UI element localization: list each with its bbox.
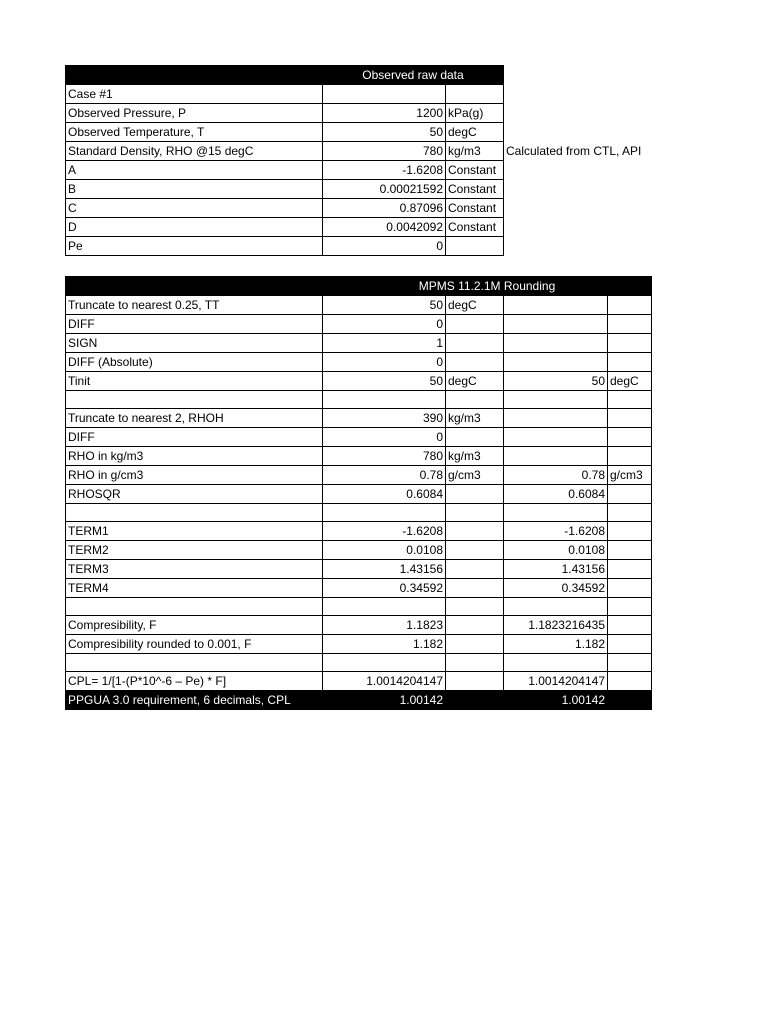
note-cell [504,237,664,256]
observed-raw-data-table [65,65,664,256]
unit-cell[interactable]: Constant [446,199,504,218]
unit-cell[interactable]: degC [446,372,504,391]
table-row [66,504,652,522]
value-cell[interactable]: 1.00142 [323,691,446,710]
alt-unit-cell[interactable] [608,428,652,447]
alt-unit-cell[interactable] [608,672,652,691]
value-cell[interactable]: 780 [323,142,446,161]
value-cell[interactable]: 390 [323,409,446,428]
table-row [66,353,652,372]
alt-value-cell[interactable]: 0.78 [504,466,608,485]
unit-cell[interactable] [446,541,504,560]
table-title: MPMS 11.2.1M Rounding [323,277,652,296]
table-row [66,85,664,104]
note-cell [504,161,664,180]
value-cell[interactable]: 0.00021592 [323,180,446,199]
table-row [66,447,652,466]
alt-unit-cell[interactable] [608,296,652,315]
alt-value-cell[interactable]: 1.1823216435 [504,616,608,635]
table-row [66,654,652,672]
alt-unit-cell[interactable] [608,579,652,598]
table-row [66,409,652,428]
label-cell[interactable]: DIFF [66,315,323,334]
alt-unit-cell[interactable] [608,691,652,710]
requirement-row [66,691,652,710]
label-cell[interactable]: TERM3 [66,560,323,579]
alt-unit-cell[interactable] [608,353,652,372]
unit-cell[interactable]: degC [446,296,504,315]
unit-cell[interactable] [446,579,504,598]
value-cell[interactable]: 1200 [323,104,446,123]
label-cell[interactable] [66,504,323,522]
value-cell[interactable]: 0 [323,353,446,372]
value-cell[interactable]: 0.6084 [323,485,446,504]
label-cell[interactable]: C [66,199,323,218]
unit-cell[interactable] [446,635,504,654]
table-row [66,218,664,237]
unit-cell[interactable] [446,334,504,353]
unit-cell[interactable]: kg/m3 [446,447,504,466]
alt-value-cell[interactable] [504,334,608,353]
label-cell[interactable]: Truncate to nearest 2, RHOH [66,409,323,428]
label-cell[interactable]: TERM2 [66,541,323,560]
alt-unit-cell[interactable] [608,541,652,560]
value-cell[interactable]: 780 [323,447,446,466]
value-cell[interactable]: 1.0014204147 [323,672,446,691]
alt-unit-cell[interactable]: degC [608,372,652,391]
value-cell[interactable] [323,504,446,522]
unit-cell[interactable] [446,672,504,691]
value-cell[interactable]: 0.78 [323,466,446,485]
table-row [66,142,664,161]
unit-cell[interactable] [446,654,504,672]
label-cell[interactable]: Standard Density, RHO @15 degC [66,142,323,161]
alt-value-cell[interactable]: 1.182 [504,635,608,654]
unit-cell[interactable]: Constant [446,218,504,237]
alt-unit-cell[interactable] [608,315,652,334]
note-cell [504,123,664,142]
table-header-row [66,277,652,296]
table-row [66,579,652,598]
alt-unit-cell[interactable] [608,654,652,672]
label-cell[interactable] [66,598,323,616]
label-cell[interactable]: DIFF [66,428,323,447]
alt-unit-cell[interactable] [608,334,652,353]
label-cell[interactable]: Tinit [66,372,323,391]
unit-cell[interactable] [446,237,504,256]
label-cell[interactable]: D [66,218,323,237]
alt-value-cell[interactable]: 50 [504,372,608,391]
label-cell[interactable]: Observed Pressure, P [66,104,323,123]
label-cell[interactable] [66,391,323,409]
value-cell[interactable] [323,598,446,616]
label-cell[interactable]: Case #1 [66,85,323,104]
value-cell[interactable] [323,391,446,409]
table-row [66,180,664,199]
unit-cell[interactable] [446,560,504,579]
value-cell[interactable]: 0.34592 [323,579,446,598]
alt-value-cell[interactable] [504,654,608,672]
value-cell[interactable]: -1.6208 [323,522,446,541]
table-row [66,391,652,409]
value-cell[interactable]: -1.6208 [323,161,446,180]
table-row [66,485,652,504]
value-cell[interactable]: 0 [323,428,446,447]
unit-cell[interactable] [446,428,504,447]
label-cell[interactable]: PPGUA 3.0 requirement, 6 decimals, CPL [66,691,323,710]
alt-value-cell[interactable] [504,315,608,334]
label-cell[interactable]: Compresibility rounded to 0.001, F [66,635,323,654]
value-cell[interactable]: 1.43156 [323,560,446,579]
alt-unit-cell[interactable] [608,504,652,522]
table-row [66,598,652,616]
table-row [66,428,652,447]
header-spacer-cell[interactable] [66,277,323,296]
alt-unit-cell[interactable] [608,522,652,541]
table-row [66,466,652,485]
table-row [66,315,652,334]
note-cell [504,199,664,218]
label-cell[interactable]: Pe [66,237,323,256]
label-cell[interactable]: B [66,180,323,199]
table-row [66,199,664,218]
unit-cell[interactable] [446,315,504,334]
unit-cell[interactable]: Constant [446,180,504,199]
table-row [66,560,652,579]
alt-value-cell[interactable]: -1.6208 [504,522,608,541]
alt-value-cell[interactable] [504,353,608,372]
alt-unit-cell[interactable] [608,560,652,579]
value-cell[interactable]: 0.0108 [323,541,446,560]
alt-value-cell[interactable]: 1.0014204147 [504,672,608,691]
value-cell[interactable]: 1.182 [323,635,446,654]
label-cell[interactable] [66,654,323,672]
alt-value-cell[interactable]: 1.00142 [504,691,608,710]
label-cell[interactable]: Compresibility, F [66,616,323,635]
alt-value-cell[interactable] [504,447,608,466]
label-cell[interactable]: A [66,161,323,180]
alt-value-cell[interactable] [504,428,608,447]
note-cell: Calculated from CTL, API [506,144,642,158]
unit-cell[interactable]: Constant [446,161,504,180]
label-cell[interactable]: TERM4 [66,579,323,598]
value-cell[interactable]: 1.1823 [323,616,446,635]
unit-cell[interactable]: kg/m3 [446,142,504,161]
unit-cell[interactable] [446,85,504,104]
value-cell[interactable]: 0 [323,237,446,256]
table-row [66,541,652,560]
table-row [66,372,652,391]
table-row [66,616,652,635]
table-row [66,672,652,691]
note-cell [504,85,664,104]
unit-cell[interactable] [446,485,504,504]
unit-cell[interactable] [446,691,504,710]
label-cell[interactable]: TERM1 [66,522,323,541]
value-cell[interactable] [323,654,446,672]
value-cell[interactable]: 0.0042092 [323,218,446,237]
value-cell[interactable]: 0 [323,315,446,334]
unit-cell[interactable] [446,522,504,541]
alt-value-cell[interactable] [504,296,608,315]
unit-cell[interactable] [446,616,504,635]
table-row [66,123,664,142]
table-row [66,237,664,256]
alt-unit-cell[interactable]: g/cm3 [608,466,652,485]
table-title: Observed raw data [323,66,504,85]
value-cell[interactable]: 50 [323,296,446,315]
value-cell[interactable] [323,85,446,104]
unit-cell[interactable]: degC [446,123,504,142]
unit-cell[interactable] [446,598,504,616]
table-header-row [66,66,664,85]
label-cell[interactable]: RHO in g/cm3 [66,466,323,485]
label-cell[interactable]: RHOSQR [66,485,323,504]
label-cell[interactable]: Observed Temperature, T [66,123,323,142]
alt-unit-cell[interactable] [608,391,652,409]
table-row [66,635,652,654]
unit-cell[interactable]: g/cm3 [446,466,504,485]
alt-value-cell[interactable]: 0.0108 [504,541,608,560]
alt-unit-cell[interactable] [608,485,652,504]
alt-unit-cell[interactable] [608,616,652,635]
alt-value-cell[interactable]: 0.34592 [504,579,608,598]
table-row [66,334,652,353]
alt-unit-cell[interactable] [608,409,652,428]
alt-value-cell[interactable]: 1.43156 [504,560,608,579]
note-cell [504,180,664,199]
value-cell[interactable]: 50 [323,372,446,391]
unit-cell[interactable] [446,353,504,372]
table-row [66,161,664,180]
unit-cell[interactable] [446,391,504,409]
table-row [66,522,652,541]
table-row [66,296,652,315]
label-cell[interactable]: DIFF (Absolute) [66,353,323,372]
label-cell[interactable]: Truncate to nearest 0.25, TT [66,296,323,315]
table-row [66,104,664,123]
alt-unit-cell[interactable] [608,447,652,466]
note-cell [504,218,664,237]
label-cell[interactable]: RHO in kg/m3 [66,447,323,466]
unit-cell[interactable] [446,504,504,522]
label-cell[interactable]: SIGN [66,334,323,353]
alt-value-cell[interactable] [504,409,608,428]
unit-cell[interactable]: kPa(g) [446,104,504,123]
alt-value-cell[interactable] [504,391,608,409]
header-spacer-cell[interactable] [66,66,323,85]
alt-unit-cell[interactable] [608,598,652,616]
note-cell [504,104,664,123]
value-cell[interactable]: 1 [323,334,446,353]
alt-unit-cell[interactable] [608,635,652,654]
alt-value-cell[interactable] [504,598,608,616]
alt-value-cell[interactable]: 0.6084 [504,485,608,504]
alt-value-cell[interactable] [504,504,608,522]
unit-cell[interactable]: kg/m3 [446,409,504,428]
label-cell[interactable]: CPL= 1/[1-(P*10^-6 – Pe) * F] [66,672,323,691]
value-cell[interactable]: 50 [323,123,446,142]
mpms-rounding-table [65,276,652,710]
value-cell[interactable]: 0.87096 [323,199,446,218]
